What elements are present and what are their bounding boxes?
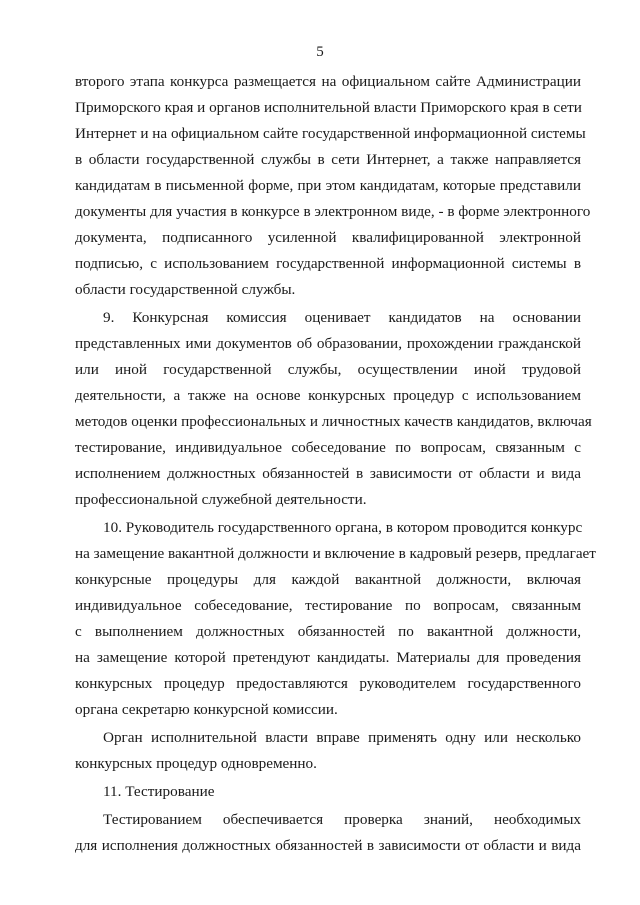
text-line: на замещение вакантной должности и включение в кадровый резерв, предлагает [75,545,596,562]
text-line: документы для участия в конкурсе в электронном виде, - в форме электронного [75,203,591,220]
text-line: конкурсных процедур предоставляются руководителем государственного [75,675,581,692]
text-line: конкурсные процедуры для каждой вакантной должности, включая [75,571,581,588]
text-line: деятельности, а также на основе конкурсных процедур с использованием [75,387,581,404]
text-line: подписью, с использованием государственной информационной системы в [75,255,581,272]
text-line: кандидатам в письменной форме, при этом кандидатам, которые представили [75,177,581,194]
text-line: для исполнения должностных обязанностей в зависимости от области и вида [75,837,581,854]
text-line: или иной государственной службы, осуществлении иной трудовой [75,361,581,378]
text-line: тестирование, индивидуальное собеседование по вопросам, связанным с [75,439,581,456]
text-line: представленных ими документов об образовании, прохождении гражданской [75,335,581,352]
text-line: профессиональной служебной деятельности. [75,491,367,508]
text-line: органа секретарю конкурсной комиссии. [75,701,338,718]
text-line: 9. Конкурсная комиссия оценивает кандидатов на основании [103,309,581,326]
text-line: конкурсных процедур одновременно. [75,755,317,772]
text-line: на замещение которой претендуют кандидаты. Материалы для проведения [75,649,581,666]
text-line: документа, подписанного усиленной квалифицированной электронной [75,229,581,246]
text-line: Тестированием обеспечивается проверка знаний, необходимых [103,811,581,828]
text-line: Орган исполнительной власти вправе применять одну или несколько [103,729,581,746]
text-line: области государственной службы. [75,281,296,298]
text-line: в области государственной службы в сети Интернет, а также направляется [75,151,581,168]
text-line: второго этапа конкурса размещается на официальном сайте Администрации [75,73,581,90]
text-line: 11. Тестирование [103,783,215,800]
page-number: 5 [316,44,324,60]
text-line: Интернет и на официальном сайте государственной информационной системы [75,125,586,142]
text-line: исполнением должностных обязанностей в зависимости от области и вида [75,465,581,482]
text-line: индивидуальное собеседование, тестирование по вопросам, связанным [75,597,581,614]
text-line: методов оценки профессиональных и личностных качеств кандидатов, включая [75,413,592,430]
text-line: Приморского края и органов исполнительной власти Приморского края в сети [75,99,582,116]
text-line: с выполнением должностных обязанностей по вакантной должности, [75,623,581,640]
text-line: 10. Руководитель государственного органа, в котором проводится конкурс [103,519,583,536]
